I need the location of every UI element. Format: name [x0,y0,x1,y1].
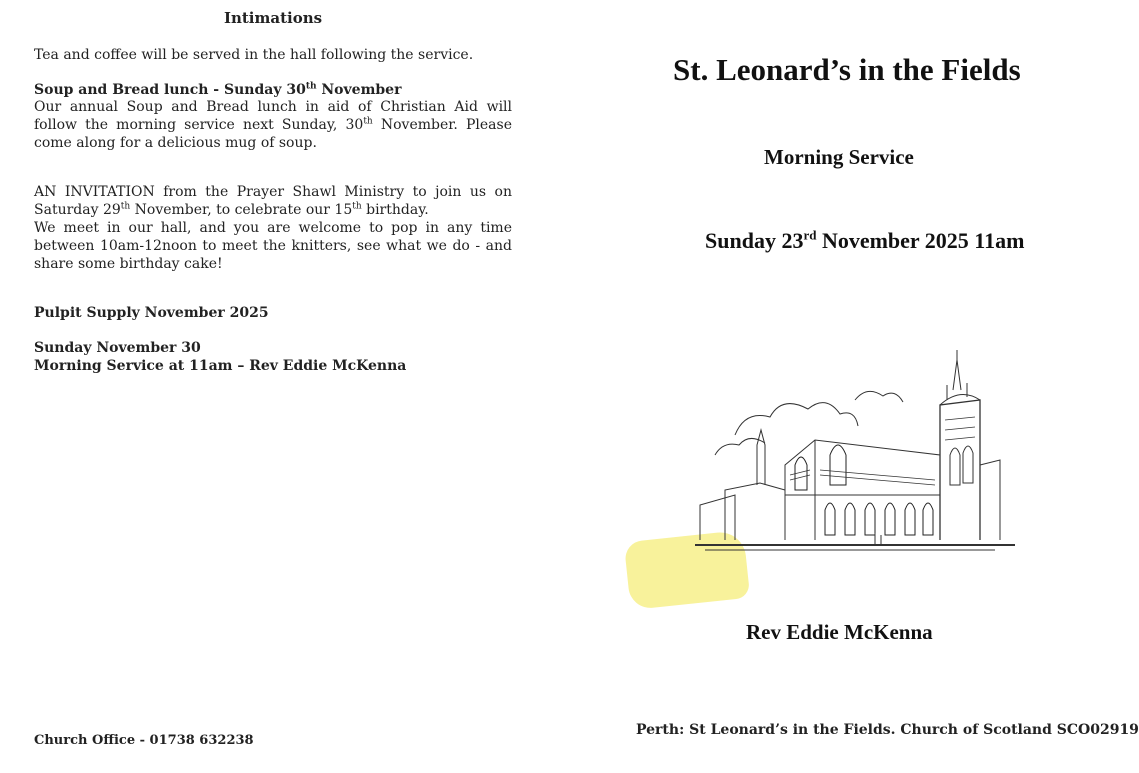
invitation-paragraph: AN INVITATION from the Prayer Shawl Ministry to join us on Saturday 29th November, to celebrate our 15th birthday. [34,184,512,218]
charity-footer: Perth: St Leonard’s in the Fields. Church of Scotland SCO02919 [636,722,1139,738]
soup-lunch-body: Our annual Soup and Bread lunch in aid of Christian Aid will follow the morning service next Sunday, 30th November. Please come along for a delicious mug of soup. [34,99,512,151]
pulpit-date: Sunday November 30 [34,340,201,356]
intimations-heading: Intimations [223,9,323,27]
church-name: St. Leonard’s in the Fields [673,52,1021,87]
minister-name: Rev Eddie McKenna [746,620,933,644]
pulpit-supply-heading: Pulpit Supply November 2025 [34,305,269,321]
service-title: Morning Service [764,145,914,169]
church-office-phone: Church Office - 01738 632238 [34,733,254,748]
church-illustration-icon [695,345,1015,565]
tea-coffee-notice: Tea and coffee will be served in the hall following the service. [34,47,474,63]
pulpit-service: Morning Service at 11am – Rev Eddie McKenna [34,358,407,374]
soup-lunch-heading: Soup and Bread lunch - Sunday 30th November [34,81,402,98]
service-date: Sunday 23rd November 2025 11am [705,227,1025,253]
invitation-details: We meet in our hall, and you are welcome to pop in any time between 10am-12noon to meet the knitters, see what we do - and share some birthday cake! [34,220,512,272]
